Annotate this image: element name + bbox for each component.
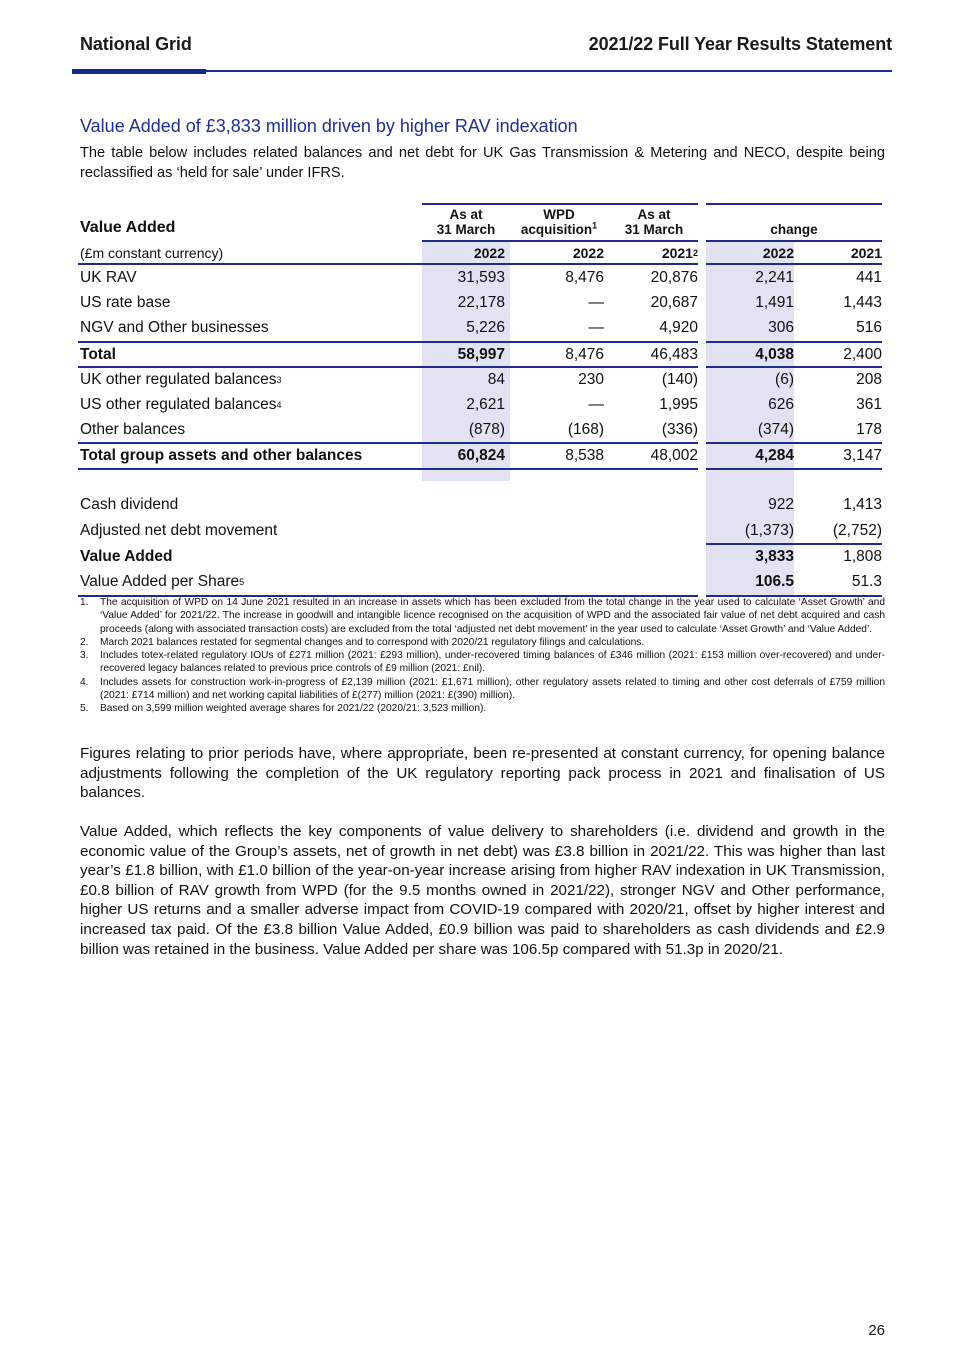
row-label: US other regulated balances 4	[80, 395, 282, 413]
cell: 106.5	[755, 572, 794, 590]
cell: 31,593	[457, 268, 505, 286]
col-header-wpd: WPD acquisition$^1$	[520, 207, 598, 237]
cell: 58,997	[457, 345, 505, 363]
rule-group-left-top	[422, 203, 698, 205]
footnotes	[80, 596, 885, 716]
cell: —	[588, 293, 604, 311]
table-row-total	[78, 342, 886, 367]
page-header	[80, 34, 892, 58]
cell: 5,226	[466, 318, 505, 336]
cell: 1,808	[843, 547, 882, 565]
cell: 48,002	[650, 446, 698, 464]
table-row	[78, 492, 886, 517]
header-rule-accent	[72, 69, 206, 74]
year-c5: 2021	[850, 244, 882, 261]
cell: 60,824	[457, 446, 505, 464]
company-name: National Grid	[80, 34, 192, 54]
footnote: 3. Includes totex-related regulatory IOUs of £271 million (2021: £293 million), under-recovered timing balances of £346 million (2021: £153 million over-recovered) and under-recovered legacy balances related to previous price controls of £9 million (2021: £nil).	[80, 650, 885, 675]
table-row	[78, 518, 886, 543]
cell: 208	[856, 370, 882, 388]
rule-group-right-top	[706, 203, 882, 205]
table-units: (£m constant currency)	[80, 244, 224, 261]
table-row	[78, 392, 886, 417]
cell: 20,687	[650, 293, 698, 311]
col-header-asat-2022: As at 31 March	[436, 207, 496, 237]
table-row-value-added	[78, 544, 886, 569]
cell: 51.3	[851, 572, 882, 590]
cell: 20,876	[650, 268, 698, 286]
cell: 178	[856, 420, 882, 438]
cell: 1,995	[659, 395, 698, 413]
table-row-group-total	[78, 443, 886, 468]
cell: 84	[487, 370, 505, 388]
page-number: 26	[868, 1322, 885, 1339]
cell: 8,538	[565, 446, 604, 464]
cell: 4,920	[659, 318, 698, 336]
cell: 2,241	[755, 268, 794, 286]
year-c3: 2021 2	[661, 244, 698, 261]
cell: (374)	[757, 420, 794, 438]
cell: —	[588, 318, 604, 336]
cell: 2,621	[466, 395, 505, 413]
row-label: US rate base	[80, 293, 171, 311]
row-label: Other balances	[80, 420, 186, 438]
row-label: Total group assets and other balances	[80, 446, 363, 464]
document-title: 2021/22 Full Year Results Statement	[588, 34, 892, 54]
cell: 1,413	[843, 495, 882, 513]
cell: 441	[856, 268, 882, 286]
cell: 22,178	[457, 293, 505, 311]
cell: 306	[768, 318, 794, 336]
row-label: UK other regulated balances 3	[80, 370, 282, 388]
footnote: 2. March 2021 balances restated for segmental changes and to correspond with 2020/21 regulatory filings and calculations.	[80, 636, 645, 648]
row-label: Value Added per Share 5	[80, 572, 245, 590]
cell: (878)	[468, 420, 505, 438]
cell: (6)	[775, 370, 794, 388]
cell: —	[588, 395, 604, 413]
table-row	[78, 367, 886, 392]
cell: (1,373)	[744, 521, 794, 539]
cell: (140)	[661, 370, 698, 388]
col-header-asat-2021: As at 31 March	[624, 207, 684, 237]
col-header-change: change	[770, 222, 818, 237]
row-label: Adjusted net debt movement	[80, 521, 278, 539]
cell: 2,400	[843, 345, 882, 363]
cell: 3,833	[755, 547, 794, 565]
table-years-row	[78, 241, 886, 264]
cell: 46,483	[650, 345, 698, 363]
body-paragraph: Figures relating to prior periods have, where appropriate, been re-presented at constant currency, for opening balance adjustments following the completion of the UK regulatory reporting pack process in 2021 and finalisation of US balances.	[80, 745, 885, 802]
year-c2: 2022	[572, 244, 604, 261]
table-title-row	[78, 215, 886, 240]
cell: 516	[856, 318, 882, 336]
cell: 626	[768, 395, 794, 413]
cell: (168)	[567, 420, 604, 438]
cell: 8,476	[565, 345, 604, 363]
cell: 1,491	[755, 293, 794, 311]
cell: 361	[856, 395, 882, 413]
footnote: 5. Based on 3,599 million weighted average shares for 2021/22 (2020/21: 3,523 million).	[80, 703, 487, 715]
table-row	[78, 290, 886, 315]
table-row	[78, 417, 886, 442]
rule-below-group-total-left	[78, 468, 698, 470]
cell: 230	[578, 370, 604, 388]
footnote: 1. The acquisition of WPD on 14 June 2021 resulted in an increase in assets which has been excluded from the total change in the year used to calculate ‘Asset Growth’ and ‘Value Added’ for 2021/22. The increase in goodwill and intangible licence recognised on the acquisition of WPD and the associated fair value of net debt acquired and cash proceeds (along with associated transaction costs) are excluded from the total ‘adjusted net debt movement’ in the year used to calculate ‘Asset Growth’ and ‘Value Added’.	[80, 597, 885, 635]
cell: 4,284	[755, 446, 794, 464]
cell: 3,147	[843, 446, 882, 464]
table-row	[78, 315, 886, 340]
year-c4: 2022	[762, 244, 794, 261]
body-paragraph: Value Added, which reflects the key components of value delivery to shareholders (i.e. dividend and growth in the economic value of the Group’s assets, net of growth in net debt) was £3.8 billion in 2021/22. This was higher than last year’s £1.8 billion, with £1.0 billion of the year-on-year increase arising from higher RAV indexation in UK Transmission, £0.8 billion of RAV growth from WPD (for the 9.5 months owned in 2021/22), stronger NGV and Other performance, higher US returns and a smaller adverse impact from COVID-19 compared with 2020/21, offset by higher interest and increased tax paid. Of the £3.8 billion Value Added, £0.9 billion was paid to shareholders as cash dividends and £2.9 billion was retained in the business. Value Added per share was 106.5p compared with 51.3p in 2020/21.	[80, 823, 885, 958]
cell: 4,038	[755, 345, 794, 363]
table-row	[78, 265, 886, 290]
cell: 8,476	[565, 268, 604, 286]
row-label: NGV and Other businesses	[80, 318, 269, 336]
footnote: 4. Includes assets for construction work-in-progress of £2,139 million (2021: £1,671 million), other regulatory assets related to timing and other cost deferrals of £759 million (2021: £714 million) and net working capital liabilities of £(277) million (2021: £(390) million).	[80, 676, 885, 702]
cell: 922	[768, 495, 794, 513]
intro-paragraph: The table below includes related balances and net debt for UK Gas Transmission & Metering and NECO, despite being reclassified as ‘held for sale’ under IFRS.	[80, 145, 885, 181]
rule-below-group-total-right	[706, 468, 882, 470]
year-c1: 2022	[473, 244, 505, 261]
cell: (336)	[661, 420, 698, 438]
row-label: Total	[80, 345, 116, 363]
section-title: Value Added of £3,833 million driven by higher RAV indexation	[80, 116, 578, 136]
table-title: Value Added	[80, 218, 176, 236]
row-label: Value Added	[80, 547, 173, 565]
row-label: Cash dividend	[80, 495, 179, 513]
cell: (2,752)	[832, 521, 882, 539]
row-label: UK RAV	[80, 268, 137, 286]
cell: 1,443	[843, 293, 882, 311]
table-row-per-share	[78, 569, 886, 594]
